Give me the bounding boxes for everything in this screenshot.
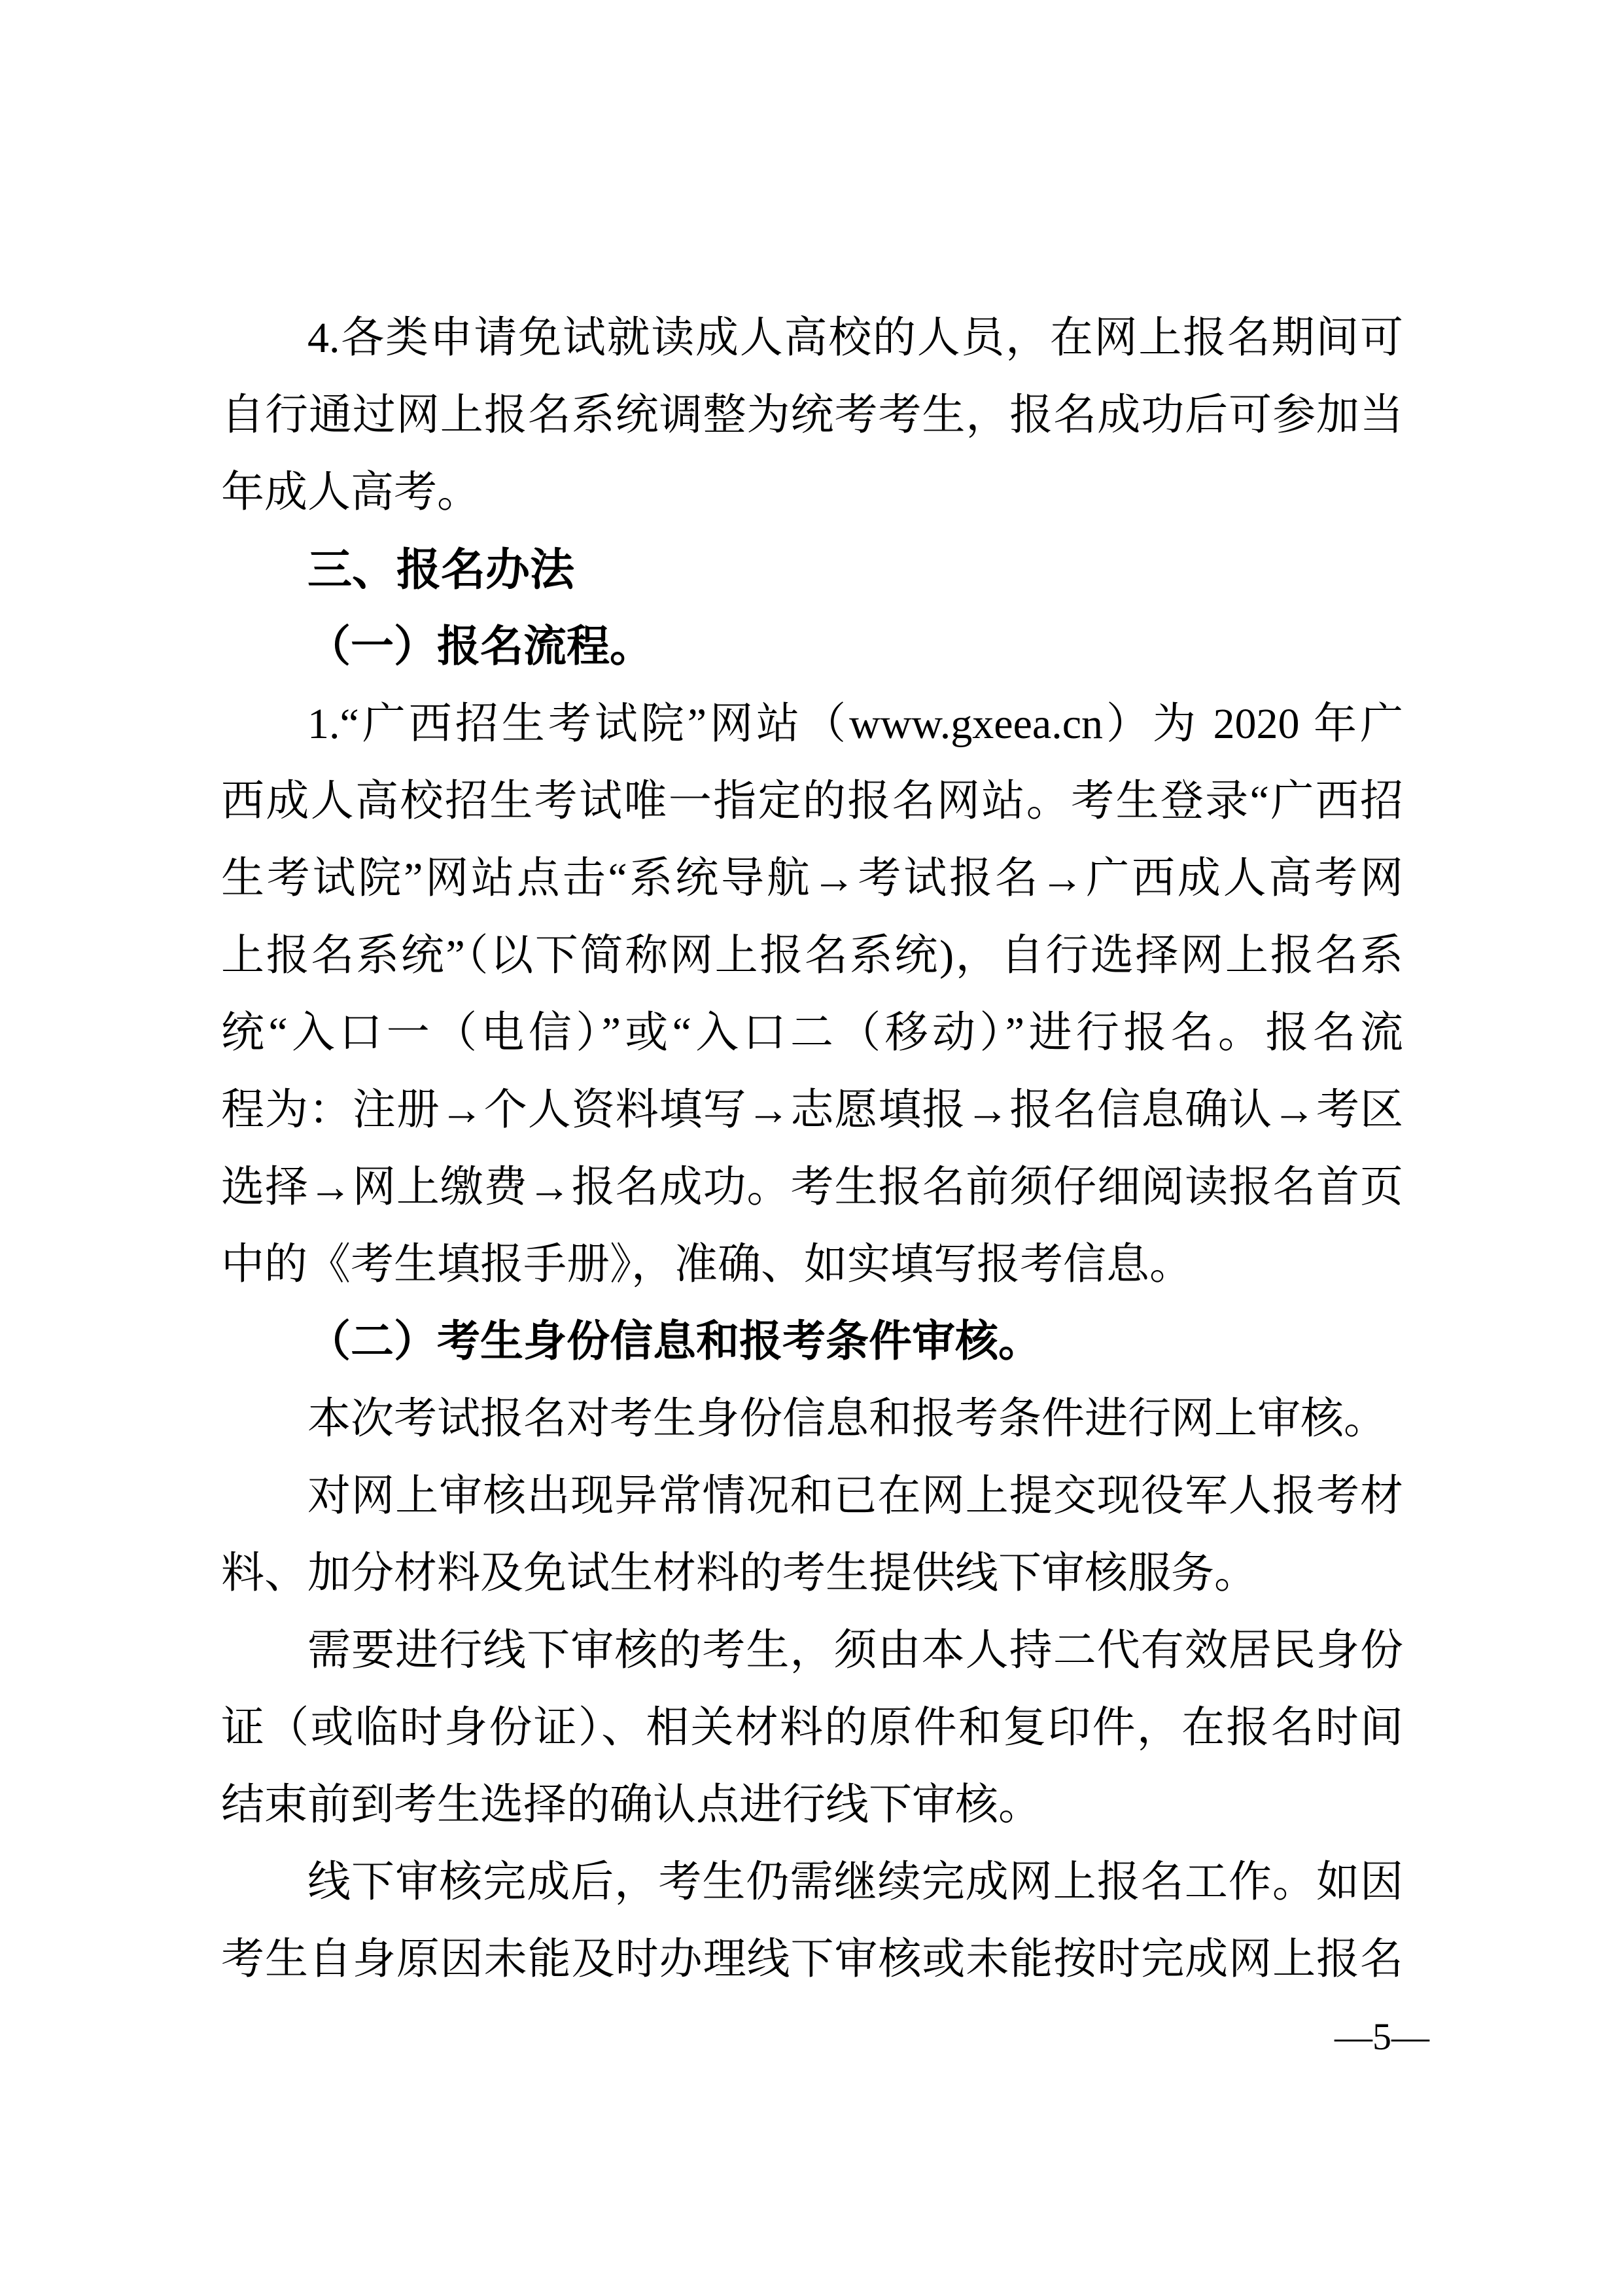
text-line: 4.各类申请免试就读成人高校的人员，在网上报名期间可	[307, 314, 1403, 362]
text-line: 对网上审核出现异常情况和已在网上提交现役军人报考材	[307, 1472, 1403, 1520]
text-line: 结束前到考生选择的确认点进行线下审核。	[221, 1781, 1041, 1829]
text-line: 程为：注册→个人资料填写→志愿填报→报名信息确认→考区	[221, 1086, 1403, 1134]
text-line: 生考试院”网站点击“系统导航→考试报名→广西成人高考网	[221, 855, 1403, 902]
page-number: —5—	[1335, 2015, 1429, 2058]
subsection-heading: （一）报名流程。	[307, 623, 653, 671]
text-line: 年成人高考。	[221, 468, 480, 516]
text-line: 统“入口一（电信）”或“入口二（移动）”进行报名。报名流	[221, 1009, 1403, 1057]
text-line: 选择→网上缴费→报名成功。考生报名前须仔细阅读报名首页	[221, 1163, 1403, 1211]
text-line: 考生自身原因未能及时办理线下审核或未能按时完成网上报名	[221, 1935, 1403, 1983]
text-line: 西成人高校招生考试唯一指定的报名网站。考生登录“广西招	[221, 777, 1403, 825]
subsection-heading: （二）考生身份信息和报考条件审核。	[307, 1318, 1041, 1366]
text-line: 线下审核完成后，考生仍需继续完成网上报名工作。如因	[307, 1858, 1403, 1906]
text-line: 中的《考生填报手册》，准确、如实填写报考信息。	[221, 1241, 1193, 1288]
text-line: 本次考试报名对考生身份信息和报考条件进行网上审核。	[307, 1395, 1387, 1443]
text-line: 料、加分材料及免试生材料的考生提供线下审核服务。	[221, 1549, 1257, 1597]
section-heading: 三、报名办法	[307, 545, 575, 595]
text-line: 1.“广西招生考试院”网站（www.gxeea.cn）为 2020 年广	[307, 700, 1403, 748]
text-line: 需要进行线下审核的考生，须由本人持二代有效居民身份	[307, 1627, 1403, 1674]
text-line: 上报名系统”（以下简称网上报名系统)，自行选择网上报名系	[221, 932, 1403, 980]
text-line: 证（或临时身份证）、相关材料的原件和复印件，在报名时间	[221, 1704, 1403, 1752]
text-line: 自行通过网上报名系统调整为统考考生，报名成功后可参加当	[221, 391, 1403, 439]
